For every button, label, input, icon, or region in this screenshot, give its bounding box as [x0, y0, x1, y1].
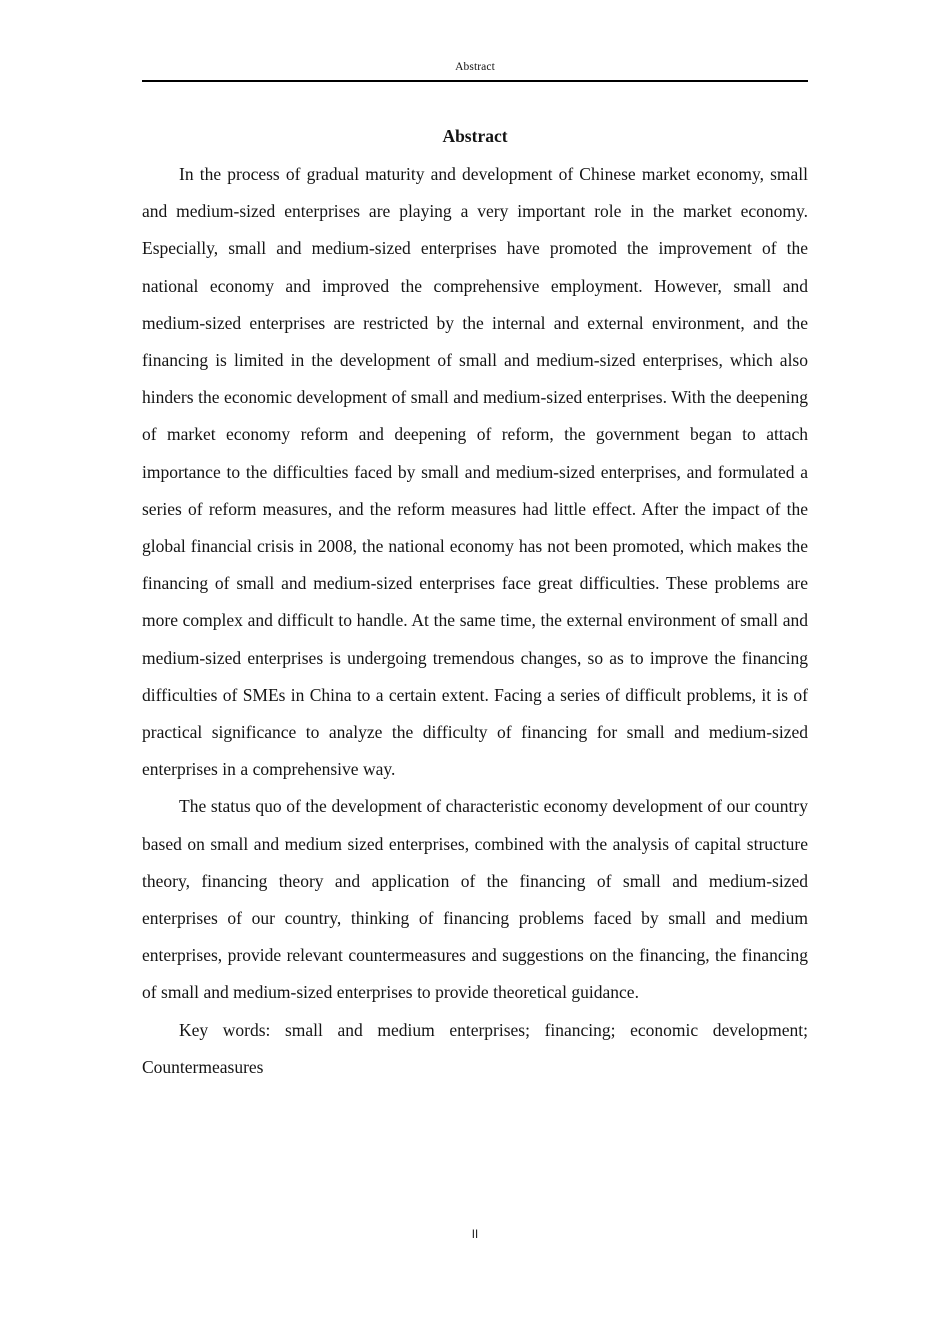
- page-footer: [142, 1228, 808, 1242]
- page-header: [142, 60, 808, 82]
- running-header-title: Abstract: [455, 61, 495, 73]
- page-number: II: [471, 1229, 479, 1241]
- abstract-paragraph-1: In the process of gradual maturity and development of Chinese market economy, small and medium-sized enterprises are playing a very important role in the market economy. Especially, small and medium-sized enterprises have promoted the improvement of the national economy and improved the comprehensive employment. However, small and medium-sized enterprises are restricted by the internal and external environment, and the financing is limited in the development of small and medium-sized enterprises, which also hinders the economic development of small and medium-sized enterprises. With the deepening of market economy reform and deepening of reform, the government began to attach importance to the difficulties faced by small and medium-sized enterprises, and formulated a series of reform measures, and the reform measures had little effect. After the impact of the global financial crisis in 2008, the national economy has not been promoted, which makes the financing of small and medium-sized enterprises face great difficulties. These problems are more complex and difficult to handle. At the same time, the external environment of small and medium-sized enterprises is undergoing tremendous changes, so as to improve the financing difficulties of SMEs in China to a certain extent. Facing a series of difficult problems, it is of practical significance to analyze the difficulty of financing for small and medium-sized enterprises in a comprehensive way.: [142, 164, 808, 780]
- header-divider-rule: [142, 80, 808, 82]
- keywords-line: Key words: small and medium enterprises; financing; economic development; Countermeasures: [142, 1019, 808, 1077]
- abstract-paragraph-2: The status quo of the development of characteristic economy development of our country based on small and medium sized enterprises, combined with the analysis of capital structure theory, financing theory and application of the financing of small and medium-sized enterprises of our country, thinking of financing problems faced by small and medium enterprises, provide relevant countermeasures and suggestions on the financing, the financing of small and medium-sized enterprises to provide theoretical guidance.: [142, 796, 808, 1003]
- page-title: Abstract: [442, 126, 508, 146]
- document-body: [142, 118, 808, 1086]
